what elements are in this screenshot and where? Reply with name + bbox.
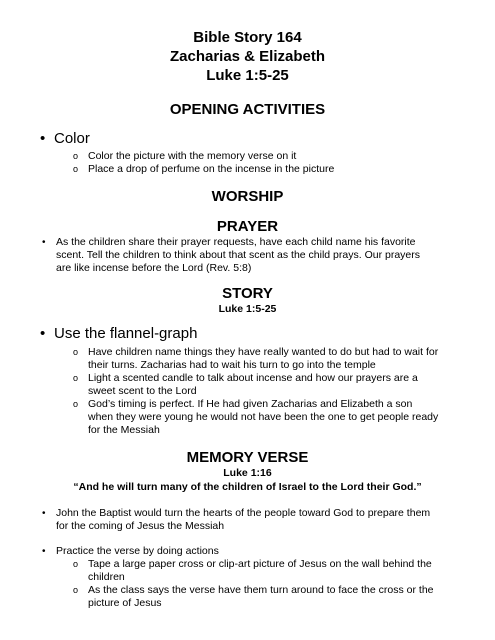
memory-verse-text: “And he will turn many of the children of Israel to the Lord their God.”: [73, 481, 422, 493]
color-bullet-label: Color: [54, 130, 90, 147]
prayer-list: • As the children share their prayer requests, have each child name his favorite scent. Tell the children to think about that scent as the child prays. Our prayers are like incense before the Lord (Rev. 5:8): [56, 236, 476, 275]
practice-list: [42, 545, 476, 558]
story-reference: Luke 1:5-25: [218, 303, 277, 315]
story-list: o Have children name things they have really wanted to do but had to wait for their turns. Zacharias had to wait his turn to go into the temple o Light a scented candle to talk about incense and how our prayers are a sweet scent to the Lord o God’s timing is perfect. If He had given Zacharias and Elizabeth a son when they were young he would not have been the one to get people ready for the Messiah: [88, 346, 478, 437]
list-item: o Tape a large paper cross or clip-art picture of Jesus on the wall behind the: [73, 558, 432, 570]
story-heading: STORY: [222, 285, 273, 302]
list-item: o Place a drop of perfume on the incense in the picture: [73, 163, 335, 175]
prayer-heading: PRAYER: [216, 218, 279, 235]
flannel-graph-bullet: • Use the flannel-graph: [40, 325, 198, 342]
john-list: • John the Baptist would turn the hearts of the people toward God to prepare them for the coming of Jesus the Messiah: [56, 507, 476, 533]
opening-activities-heading: OPENING ACTIVITIES: [169, 101, 326, 118]
flannel-graph-label: Use the flannel-graph: [54, 325, 198, 342]
list-item: o God’s timing is perfect. If He had given Zacharias and Elizabeth a son: [73, 398, 413, 410]
memory-verse-heading: MEMORY VERSE: [186, 449, 309, 466]
memory-verse-reference: Luke 1:16: [223, 467, 272, 479]
worship-heading: WORSHIP: [211, 188, 284, 205]
opening-list: [73, 150, 468, 176]
list-item: • John the Baptist would turn the hearts of the people toward God to prepare them: [42, 507, 431, 519]
lesson-reference: Luke 1:5-25: [206, 67, 289, 84]
list-item: o Have children name things they have really wanted to do but had to wait for: [73, 346, 439, 358]
lesson-number: Bible Story 164: [193, 29, 302, 46]
list-item: o Light a scented candle to talk about incense and how our prayers are a: [73, 372, 418, 384]
color-bullet: • Color: [40, 130, 90, 147]
list-item: o As the class says the verse have them turn around to face the cross or the: [73, 584, 434, 596]
list-item: • As the children share their prayer requests, have each child name his favorite: [42, 236, 416, 248]
lesson-title: Zacharias & Elizabeth: [169, 48, 326, 65]
list-item: o Color the picture with the memory verse on it: [73, 150, 297, 162]
title-block: [0, 28, 495, 85]
practice-sublist: o Tape a large paper cross or clip-art picture of Jesus on the wall behind the children o As the class says the verse have them turn around to face the cross or the picture of Jesus: [88, 558, 478, 610]
list-item: • Practice the verse by doing actions: [42, 545, 219, 557]
